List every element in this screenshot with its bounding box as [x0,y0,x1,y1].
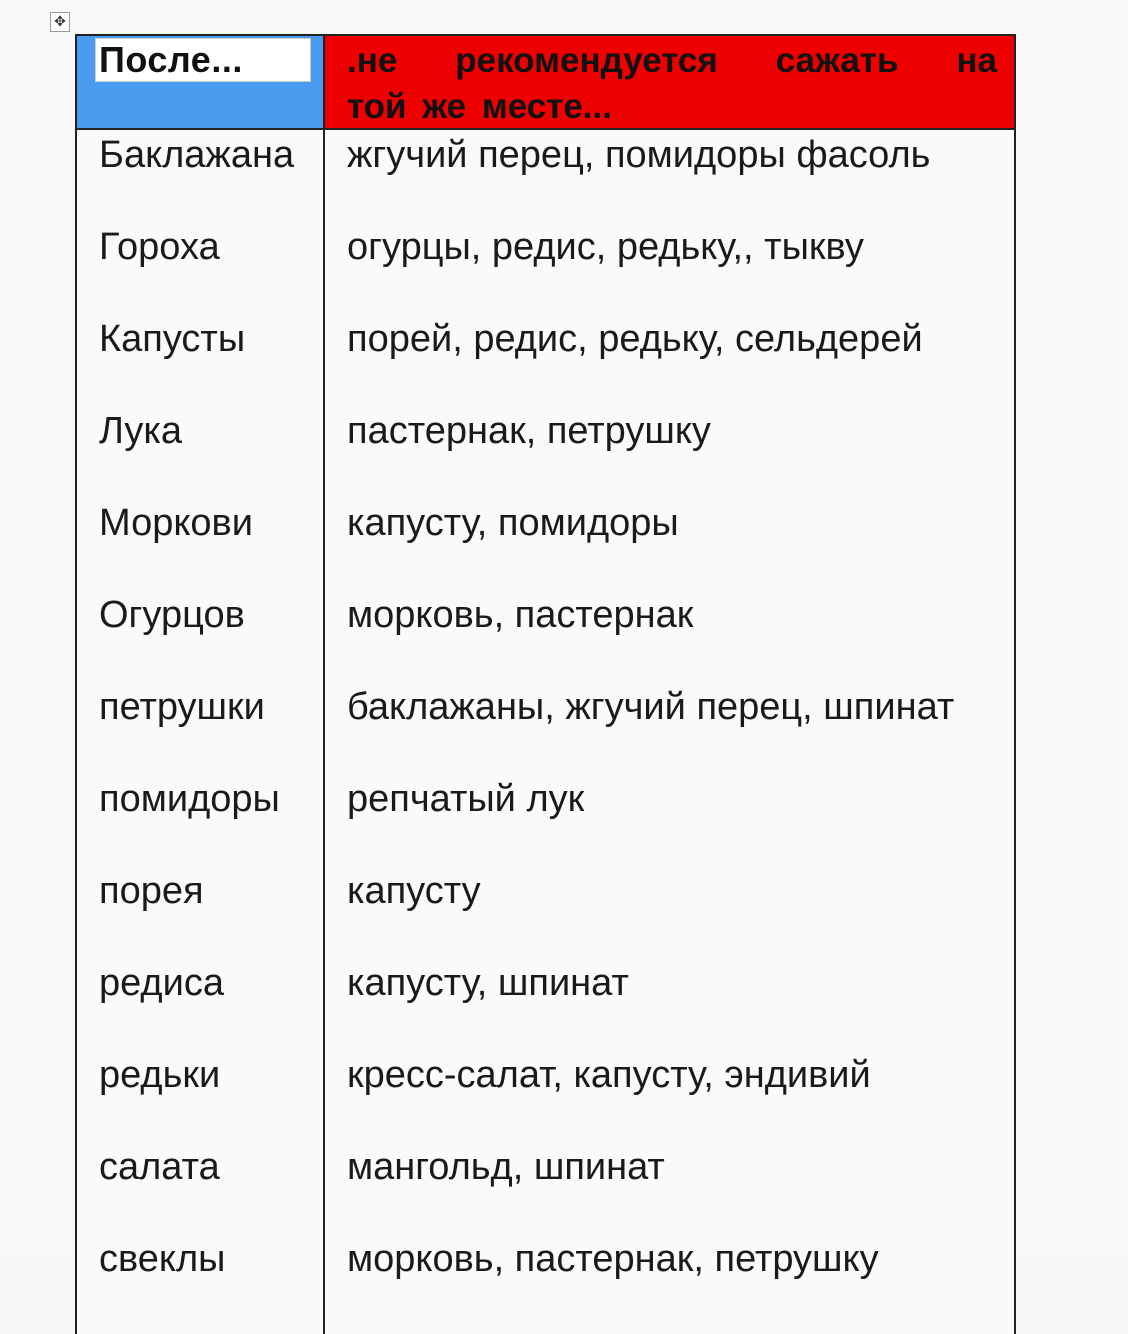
cell-after-crop[interactable]: редиса [99,962,224,1004]
table-row [77,1052,1014,1144]
header-line-2: той же месте... [347,87,612,126]
table-row [77,684,1014,776]
cell-not-recommended-crops[interactable]: порей, редис, редьку, сельдерей [347,318,923,360]
cell-not-recommended-crops[interactable]: морковь, пастернак [347,594,694,636]
header-cell-not-recommended[interactable] [325,36,1014,130]
cell-after-crop[interactable]: Капусты [99,318,246,360]
cell-after-crop[interactable]: Лука [99,410,182,452]
table-row [77,1144,1014,1236]
move-arrows-icon[interactable]: ✥ [50,12,70,32]
header-cell-after[interactable] [77,36,323,130]
header-not-recommended-label [347,38,997,130]
cell-after-crop[interactable]: свеклы [99,1238,226,1280]
cell-after-crop[interactable]: Гороха [99,226,220,268]
cell-not-recommended-crops[interactable]: репчатый лук [347,778,585,820]
cell-after-crop[interactable]: помидоры [99,778,280,820]
table-row [77,1236,1014,1328]
table-row [77,408,1014,500]
header-after-label: После... [99,39,243,80]
table-row [77,316,1014,408]
cell-after-crop[interactable]: порея [99,870,204,912]
header-word: сажать [775,41,899,80]
table-row [77,500,1014,592]
cell-after-crop[interactable]: Огурцов [99,594,245,636]
cell-not-recommended-crops[interactable]: жгучий перец, помидоры фасоль [347,134,931,176]
header-word: рекомендуется [455,41,718,80]
cell-after-crop[interactable]: Моркови [99,502,253,544]
cell-after-crop[interactable]: редьки [99,1054,221,1096]
header-word: .не [347,41,398,80]
table-row [77,132,1014,224]
table-row [77,960,1014,1052]
cell-after-crop[interactable]: петрушки [99,686,265,728]
cell-not-recommended-crops[interactable]: кресс-салат, капусту, эндивий [347,1054,871,1096]
table-row [77,224,1014,316]
table-row [77,592,1014,684]
cell-after-crop[interactable]: Баклажана [99,134,295,176]
cell-not-recommended-crops[interactable]: капусту, помидоры [347,502,679,544]
cell-not-recommended-crops[interactable]: баклажаны, жгучий перец, шпинат [347,686,955,728]
cell-not-recommended-crops[interactable]: капусту, шпинат [347,962,629,1004]
table-row [77,776,1014,868]
cell-not-recommended-crops[interactable]: капусту [347,870,481,912]
table-row [77,868,1014,960]
cell-after-crop[interactable]: салата [99,1146,220,1188]
header-word: на [956,41,997,80]
crop-rotation-table [75,34,1016,1334]
cell-not-recommended-crops[interactable]: мангольд, шпинат [347,1146,665,1188]
cell-not-recommended-crops[interactable]: морковь, пастернак, петрушку [347,1238,879,1280]
cell-not-recommended-crops[interactable]: огурцы, редис, редьку,, тыкву [347,226,864,268]
cell-not-recommended-crops[interactable]: пастернак, петрушку [347,410,711,452]
